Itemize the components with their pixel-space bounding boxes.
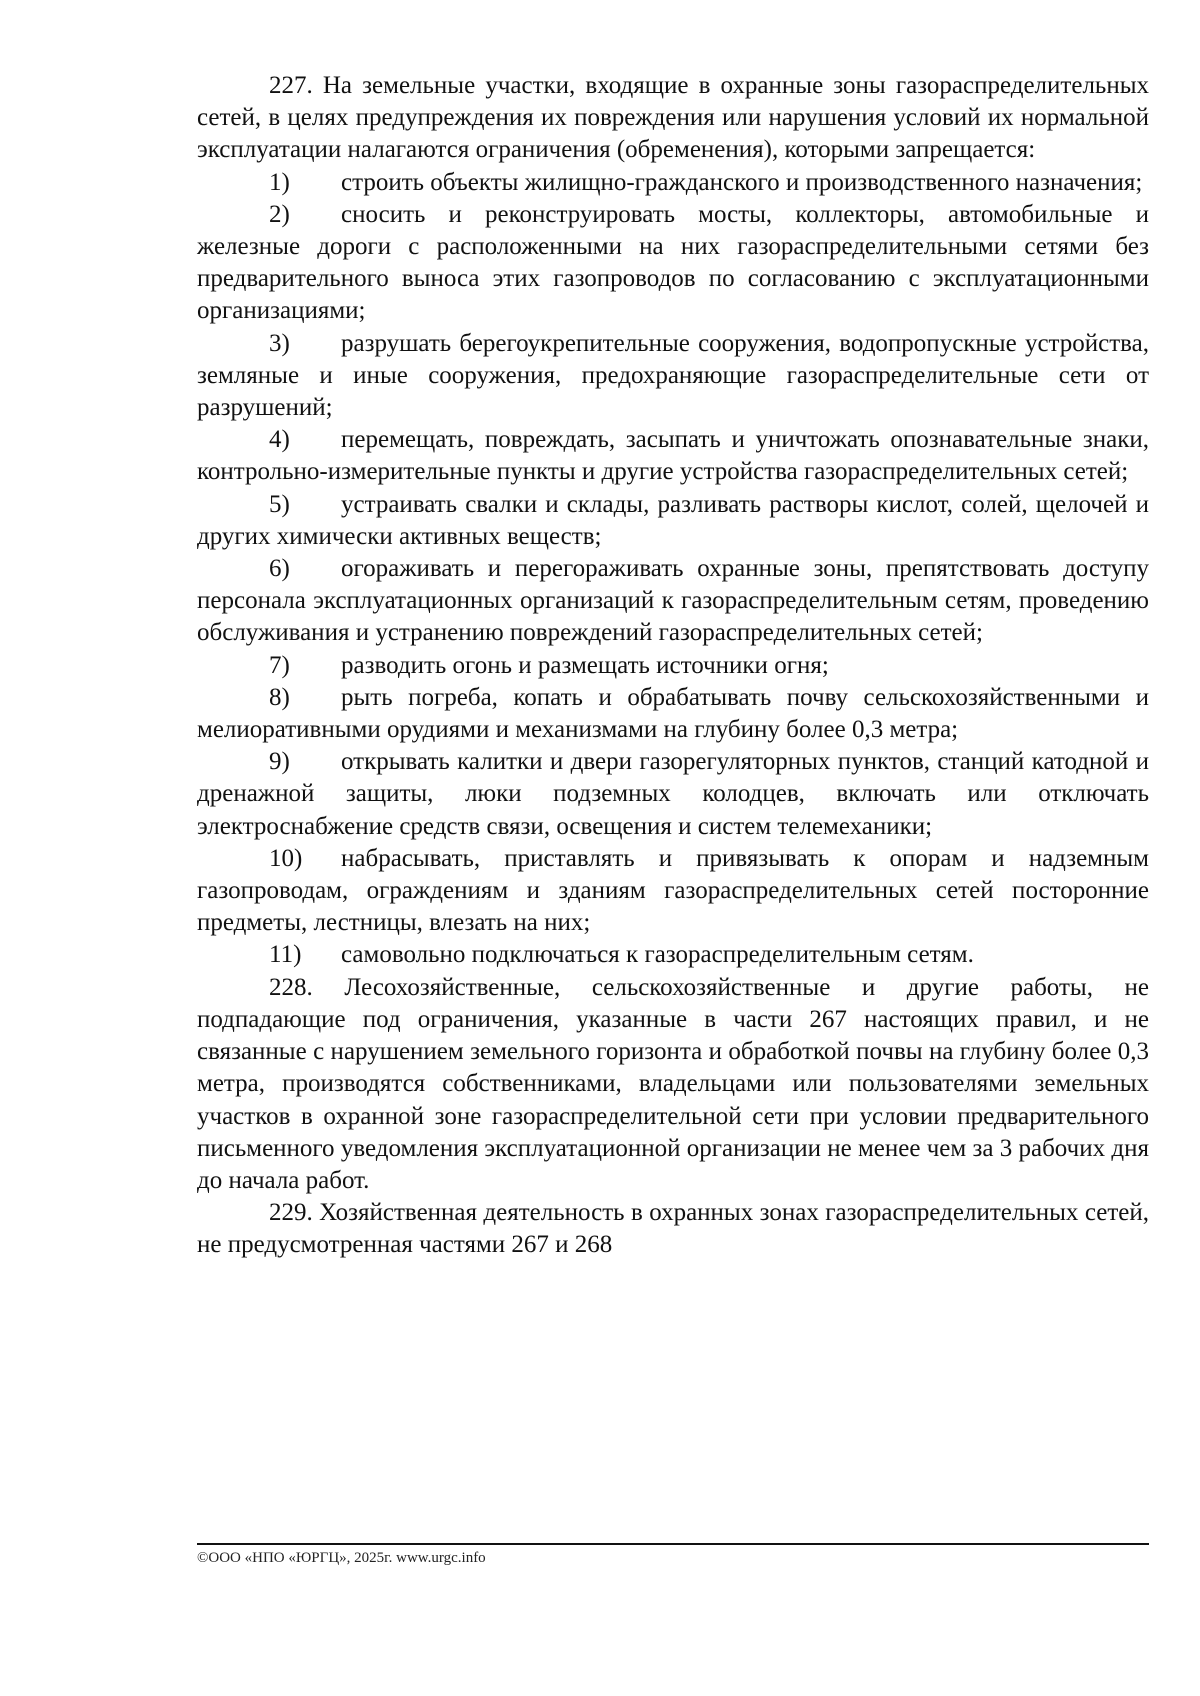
list-item-text: набрасывать, приставлять и привязывать к опорам и надземным газопроводам, ограждениям и зданиям газораспределительных сетей посторонние предметы, лестницы, влезать на них; <box>197 844 1149 937</box>
footer-divider <box>197 1543 1149 1545</box>
paragraph-227: 227. На земельные участки, входящие в охранные зоны газораспределительных сетей, в целях предупреждения их повреждения или нарушения условий их нормальной эксплуатации налагаются ограничения (обременения), которыми запрещается: <box>197 72 1149 164</box>
list-item-2 <box>197 199 1149 328</box>
list-item-number: 9) <box>269 748 290 776</box>
list-item-number: 11) <box>269 941 302 969</box>
list-item-1 <box>197 167 1149 199</box>
list-item-number: 10) <box>269 844 303 872</box>
list-item-number: 7) <box>269 651 290 679</box>
list-item-3 <box>197 328 1149 425</box>
list-item-text: разводить огонь и размещать источники огня; <box>341 651 829 679</box>
list-item-11 <box>197 939 1149 971</box>
list-item-text: огораживать и перегораживать охранные зоны, препятствовать доступу персонала эксплуатационных организаций к газораспределительным сетям, проведению обслуживания и устранению повреждений газораспределительных сетей; <box>197 555 1149 647</box>
list-item-6 <box>197 553 1149 650</box>
list-item-number: 1) <box>269 168 290 196</box>
list-item-5 <box>197 489 1149 553</box>
list-item-text: перемещать, повреждать, засыпать и уничтожать опознавательные знаки, контрольно-измерительные пункты и другие устройства газораспределительных сетей; <box>197 426 1149 486</box>
list-item-text: рыть погреба, копать и обрабатывать почву сельскохозяйственными и мелиоративными орудиями и механизмами на глубину более 0,3 метра; <box>197 683 1149 744</box>
list-item-9 <box>197 746 1149 843</box>
list-item-text: открывать калитки и двери газорегуляторных пунктов, станций катодной и дренажной защиты, люки подземных колодцев, включать или отключать электроснабжение средств связи, освещения и систем телемеханики; <box>197 748 1149 840</box>
list-item-number: 6) <box>269 555 290 583</box>
paragraph-228: 228. Лесохозяйственные, сельскохозяйственные и другие работы, не подпадающие под ограничения, указанные в части 267 настоящих правил, и не связанные с нарушением земельного горизонта и обработкой почвы на глубину более 0,3 метра, производятся собственниками, владельцами или пользователями земельных участков в охранной зоне газораспределительной сети при условии предварительного письменного уведомления эксплуатационной организации не менее чем за 3 рабочих дня до начала работ. <box>197 973 1149 1194</box>
list-item-10 <box>197 843 1149 940</box>
list-item-text: устраивать свалки и склады, разливать растворы кислот, солей, щелочей и других химически активных веществ; <box>197 490 1149 550</box>
list-item-7 <box>197 650 1149 682</box>
footer-copyright: ©ООО «НПО «ЮРГЦ», 2025г. www.urgc.info <box>197 1550 486 1566</box>
document-body <box>197 70 1149 1262</box>
list-item-number: 8) <box>269 683 290 711</box>
paragraph-229: 229. Хозяйственная деятельность в охранных зонах газораспределительных сетей, не предусмотренная частями 267 и 268 <box>197 1199 1149 1259</box>
list-item-8 <box>197 682 1149 746</box>
list-item-number: 2) <box>269 200 290 228</box>
list-item-text: строить объекты жилищно-гражданского и производственного назначения; <box>341 168 1143 196</box>
list-item-text: разрушать берегоукрепительные сооружения, водопропускные устройства, земляные и иные сооружения, предохраняющие газораспределительные сети от разрушений; <box>197 329 1149 422</box>
list-item-number: 5) <box>269 490 290 518</box>
list-item-number: 4) <box>269 426 290 454</box>
list-item-4 <box>197 424 1149 488</box>
list-item-number: 3) <box>269 329 290 357</box>
list-item-text: самовольно подключаться к газораспределительным сетям. <box>341 941 974 969</box>
list-item-text: сносить и реконструировать мосты, коллекторы, автомобильные и железные дороги с расположенными на них газораспределительными сетями без предварительного выноса этих газопроводов по согласованию с эксплуатационными организациями; <box>197 200 1149 325</box>
